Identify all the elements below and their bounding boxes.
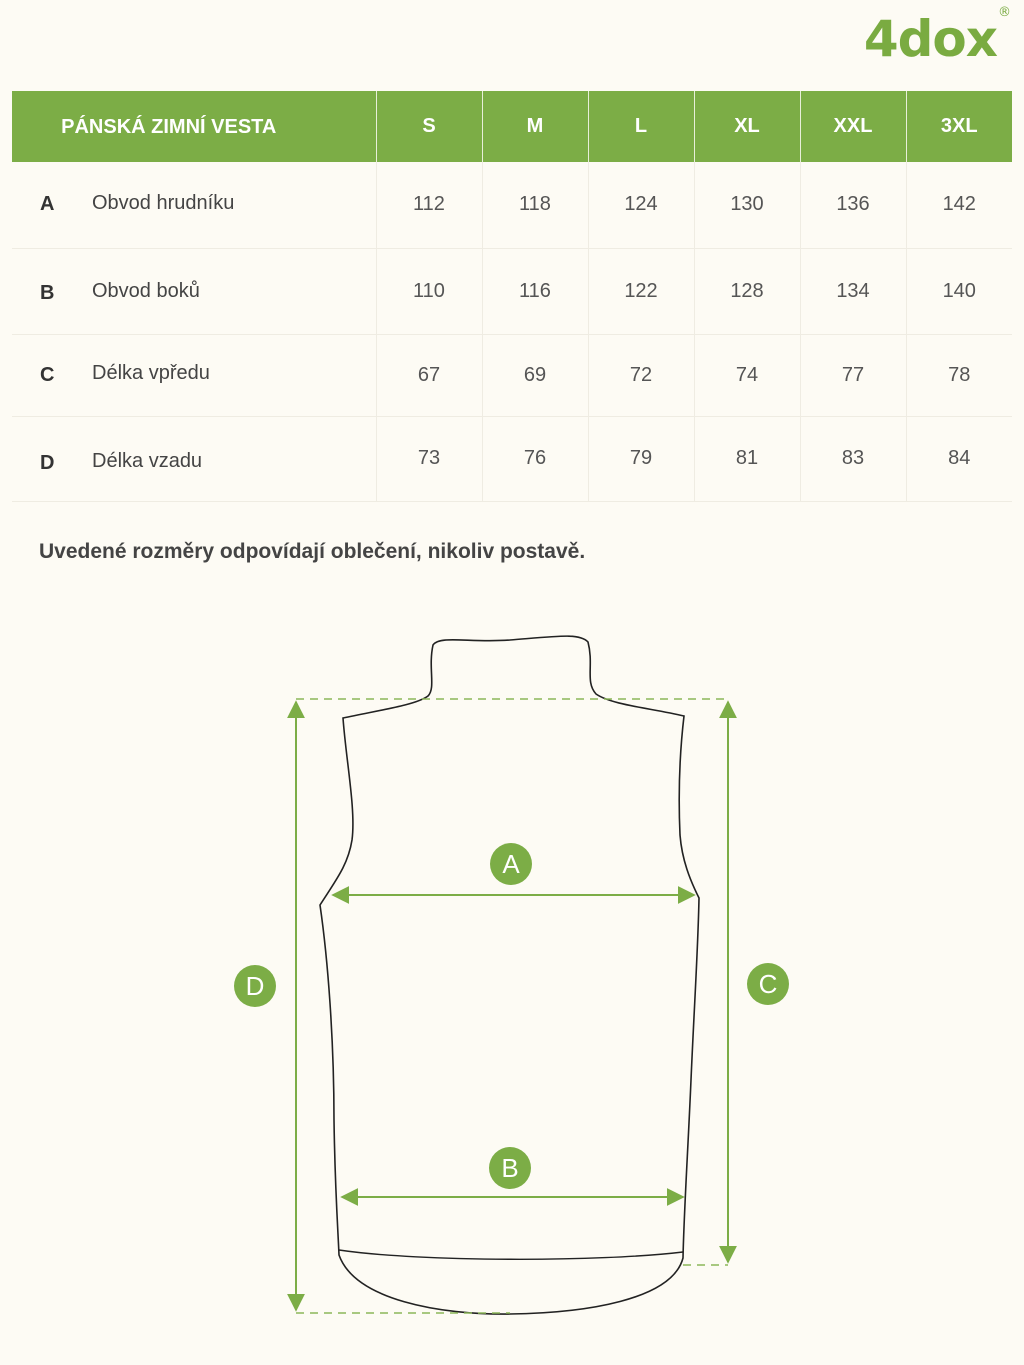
badge-a [490,843,532,885]
row-name: Obvod boků [92,279,200,302]
size-header: XL [694,91,800,162]
table-cell: 116 [482,248,588,334]
brand-logo: 4dox® [863,5,1010,68]
size-header: L [588,91,694,162]
table-cell: 130 [694,162,800,248]
table-cell: 76 [482,416,588,501]
size-header: 3XL [906,91,1012,162]
row-name: Délka vpředu [92,361,210,384]
row-key: D [40,451,55,474]
table-cell: 112 [376,162,482,248]
size-header: XXL [800,91,906,162]
table-cell: 73 [376,416,482,501]
size-table [12,91,1012,502]
svg-text:D: D [245,971,265,1001]
table-cell: 81 [694,416,800,501]
table-cell: 110 [376,248,482,334]
svg-text:C: C [758,969,778,999]
table-cell: 142 [906,162,1012,248]
table-cell: 134 [800,248,906,334]
table-cell: 122 [588,248,694,334]
table-cell: 118 [482,162,588,248]
table-cell: 83 [800,416,906,501]
vest-hem-seam [339,1250,683,1259]
row-key: B [40,281,55,304]
vest-outline [320,636,699,1314]
row-label [12,334,376,416]
table-cell: 84 [906,416,1012,501]
table-cell: 69 [482,334,588,416]
table-row [12,334,1012,416]
badge-c [747,963,789,1005]
row-key: C [40,363,55,386]
row-name: Délka vzadu [92,449,203,472]
table-cell: 72 [588,334,694,416]
table-row [12,416,1012,501]
table-row [12,248,1012,334]
table-cell: 128 [694,248,800,334]
row-key: A [40,193,55,215]
table-cell: 136 [800,162,906,248]
size-note: Uvedené rozměry odpovídají oblečení, nikoliv postavě. [39,540,586,563]
badge-b [489,1147,531,1189]
table-row [12,162,1012,248]
row-label [12,416,376,501]
table-cell: 74 [694,334,800,416]
table-cell: 67 [376,334,482,416]
table-cell: 140 [906,248,1012,334]
row-label [12,248,376,334]
size-header: M [482,91,588,162]
badge-d [234,965,276,1007]
vest-diagram [0,600,1024,1365]
table-cell: 79 [588,416,694,501]
table-title: PÁNSKÁ ZIMNÍ VESTA [12,91,376,162]
size-header: S [376,91,482,162]
table-cell: 78 [906,334,1012,416]
row-label [12,162,376,248]
svg-text:A: A [502,849,520,879]
svg-text:B: B [501,1153,519,1183]
table-cell: 77 [800,334,906,416]
row-name: Obvod hrudníku [92,192,235,214]
table-cell: 124 [588,162,694,248]
size-table-header [12,91,1012,162]
